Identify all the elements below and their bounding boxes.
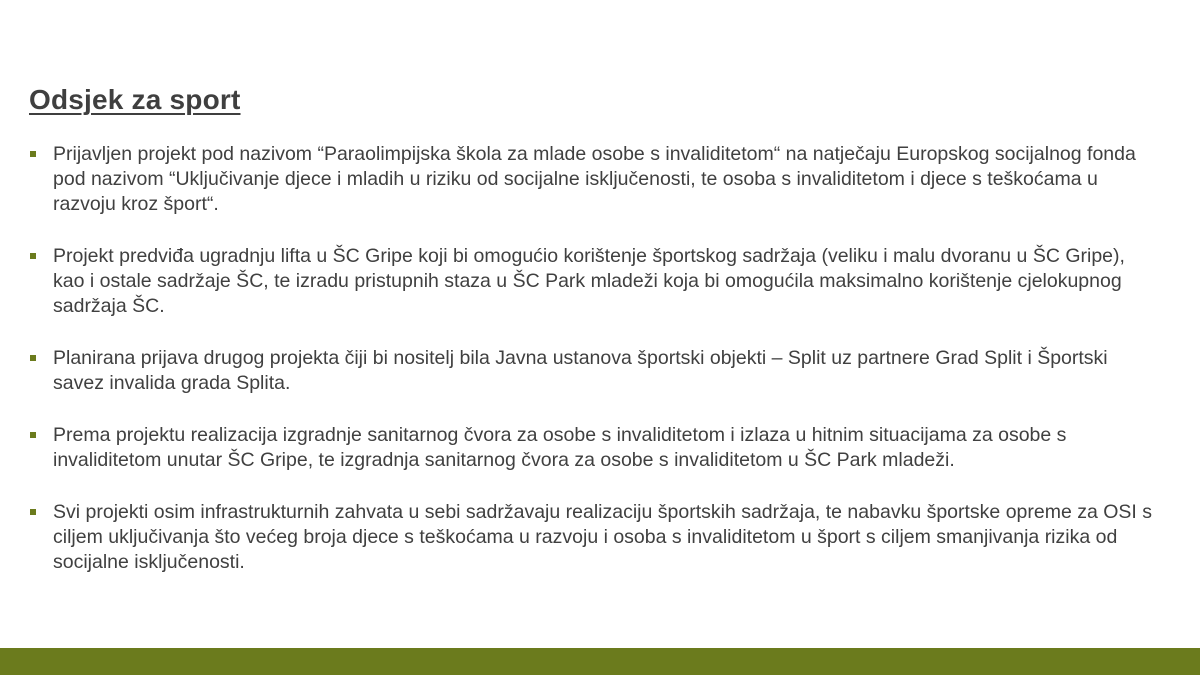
bullet-item [29, 500, 1159, 575]
square-bullet-icon [30, 509, 36, 515]
bullet-item [29, 423, 1159, 473]
square-bullet-icon [30, 432, 36, 438]
square-bullet-icon [30, 355, 36, 361]
bullet-text: Prema projektu realizacija izgradnje sanitarnog čvora za osobe s invaliditetom i izlaza u hitnim situacijama za osobe s invaliditetom unutar ŠC Gripe, te izgradnja sanitarnog čvora za osobe s invaliditetom u ŠC Park mladeži. [53, 424, 1067, 471]
bullet-item [29, 346, 1159, 396]
bullet-text: Planirana prijava drugog projekta čiji bi nositelj bila Javna ustanova športski objekti – Split uz partnere Grad Split i Športski savez invalida grada Splita. [53, 347, 1108, 394]
bullet-list [29, 142, 1159, 602]
bullet-item [29, 244, 1159, 319]
square-bullet-icon [30, 253, 36, 259]
bullet-text: Prijavljen projekt pod nazivom “Paraolimpijska škola za mlade osobe s invaliditetom“ na natječaju Europskog socijalnog fonda pod nazivom “Uključivanje djece i mladih u riziku od socijalne isključenosti, te osoba s invaliditetom i djece s teškoćama u razvoju kroz šport“. [53, 143, 1136, 215]
slide-title: Odsjek za sport [29, 84, 241, 115]
bullet-text: Projekt predviđa ugradnju lifta u ŠC Gripe koji bi omogućio korištenje športskog sadržaja (veliku i malu dvoranu u ŠC Gripe), kao i ostale sadržaje ŠC, te izradu pristupnih staza u ŠC Park mladeži koja bi omogućila maksimalno korištenje cjelokupnog sadržaja ŠC. [53, 245, 1125, 317]
bullet-item [29, 142, 1159, 217]
bullet-text: Svi projekti osim infrastrukturnih zahvata u sebi sadržavaju realizaciju športskih sadržaja, te nabavku športske opreme za OSI s ciljem uključivanja što većeg broja djece s teškoćama u razvoju i osoba s invaliditetom u šport s ciljem smanjivanja rizika od socijalne isključenosti. [53, 501, 1152, 573]
footer-accent-bar [0, 648, 1200, 675]
square-bullet-icon [30, 151, 36, 157]
